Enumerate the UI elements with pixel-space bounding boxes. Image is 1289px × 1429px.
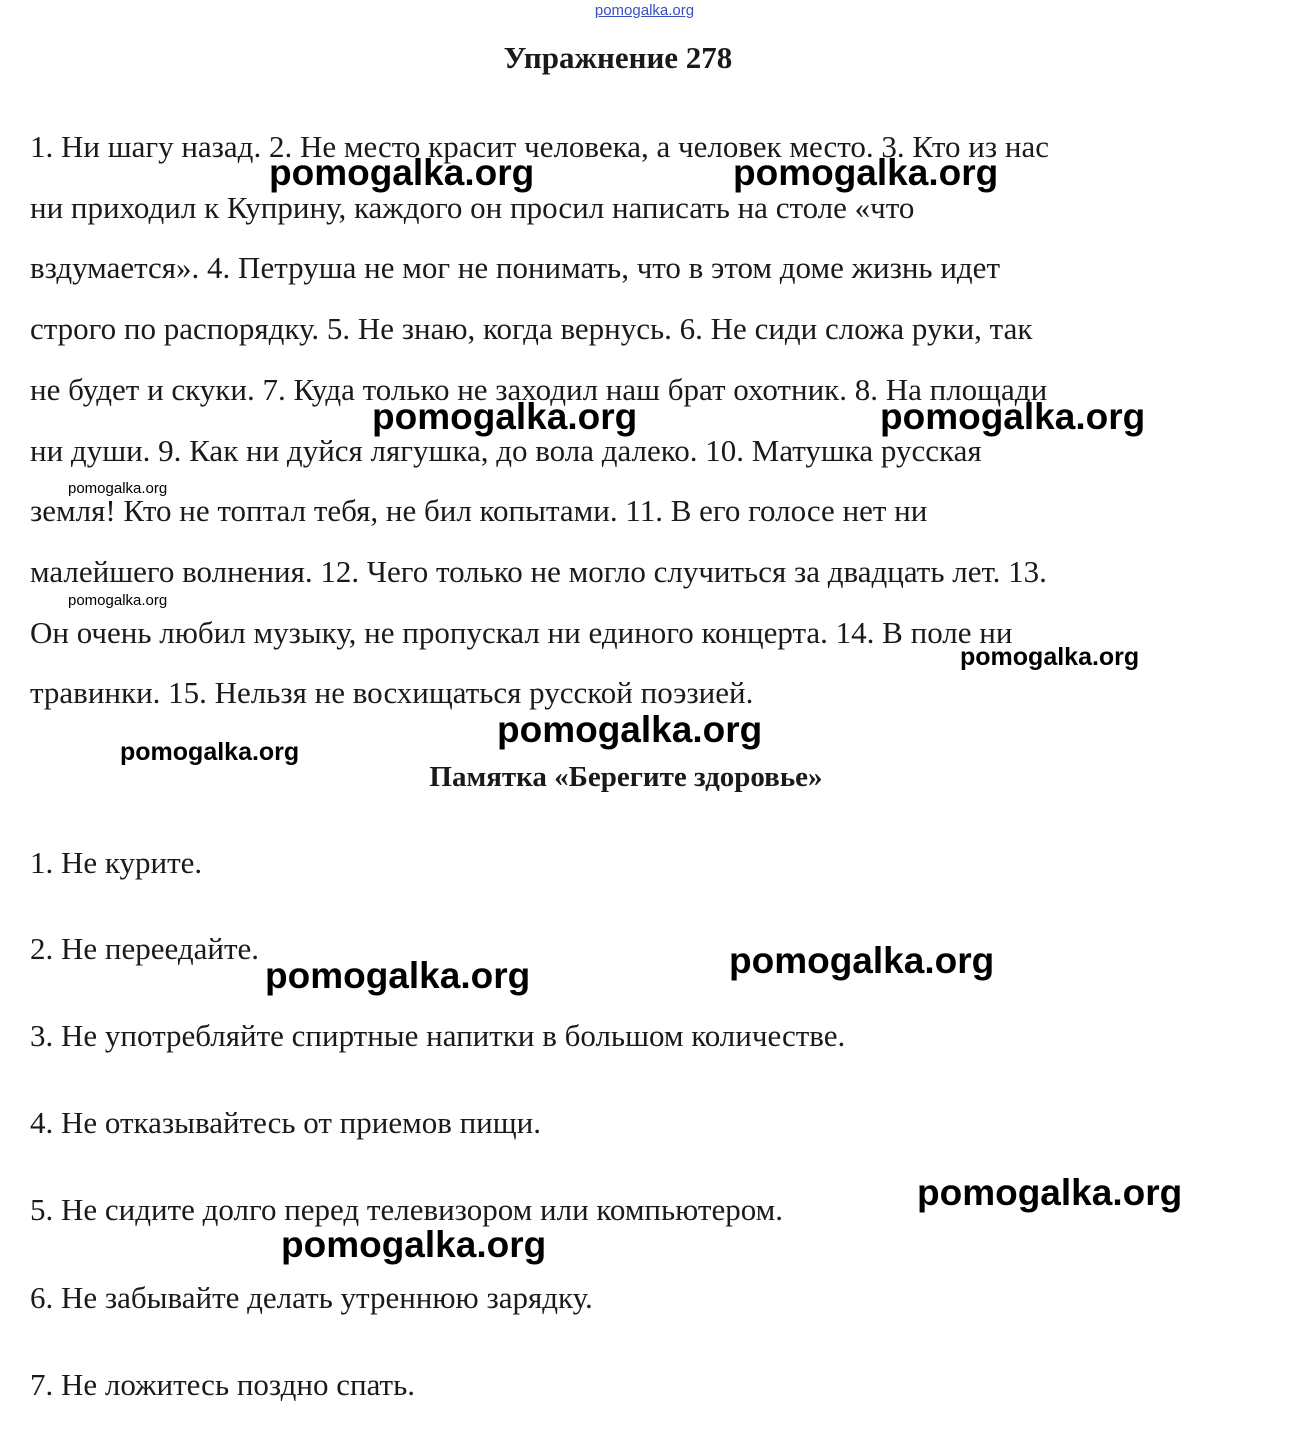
exercise-line: ни души. 9. Как ни дуйся лягушка, до вола далеко. 10. Матушка русская — [30, 432, 982, 468]
exercise-line: вздумается». 4. Петруша не мог не понимать, что в этом доме жизнь идет — [30, 250, 1000, 286]
memo-item: 1. Не курите. — [30, 845, 203, 880]
watermark: pomogalka.org — [265, 955, 531, 996]
watermark: pomogalka.org — [120, 738, 300, 766]
watermark: pomogalka.org — [281, 1224, 547, 1265]
exercise-line: 1. Ни шагу назад. 2. Не место красит человека, а человек место. 3. Кто из нас — [30, 129, 1049, 164]
exercise-line: Он очень любил музыку, не пропускал ни единого концерта. 14. В поле ни — [30, 614, 1013, 650]
watermark: pomogalka.org — [372, 396, 638, 437]
watermark: pomogalka.org — [68, 480, 168, 497]
exercise-line: строго по распорядку. 5. Не знаю, когда вернусь. 6. Не сиди сложа руки, так — [30, 311, 1033, 347]
memo-item: 6. Не забывайте делать утреннюю зарядку. — [30, 1280, 593, 1315]
memo-item: 4. Не отказывайтесь от приемов пищи. — [30, 1105, 541, 1140]
exercise-title: Упражнение 278 — [503, 40, 733, 75]
watermark: pomogalka.org — [729, 940, 995, 981]
exercise-line: не будет и скуки. 7. Куда только не заходил наш брат охотник. 8. На площади — [30, 371, 1048, 407]
watermark: pomogalka.org — [497, 709, 763, 750]
watermark: pomogalka.org — [880, 396, 1146, 437]
memo-item: 3. Не употребляйте спиртные напитки в большом количестве. — [30, 1018, 846, 1053]
exercise-line: малейшего волнения. 12. Чего только не могло случиться за двадцать лет. 13. — [30, 553, 1047, 589]
exercise-line: земля! Кто не топтал тебя, не бил копытами. 11. В его голосе нет ни — [30, 493, 928, 529]
exercise-line: травинки. 15. Нельзя не восхищаться русской поэзией. — [30, 675, 754, 711]
watermark: pomogalka.org — [917, 1172, 1183, 1213]
exercise-line: ни приходил к Куприну, каждого он просил написать на столе «что — [30, 189, 915, 225]
memo-title: Памятка «Берегите здоровье» — [429, 761, 823, 793]
memo-item: 2. Не переедайте. — [30, 931, 260, 966]
watermark: pomogalka.org — [68, 592, 168, 609]
memo-item: 5. Не сидите долго перед телевизором или компьютером. — [30, 1192, 783, 1227]
watermark: pomogalka.org — [269, 152, 535, 193]
site-link[interactable]: pomogalka.org — [594, 2, 695, 19]
memo-item: 7. Не ложитесь поздно спать. — [30, 1367, 415, 1402]
watermark: pomogalka.org — [733, 152, 999, 193]
watermark: pomogalka.org — [960, 643, 1140, 671]
